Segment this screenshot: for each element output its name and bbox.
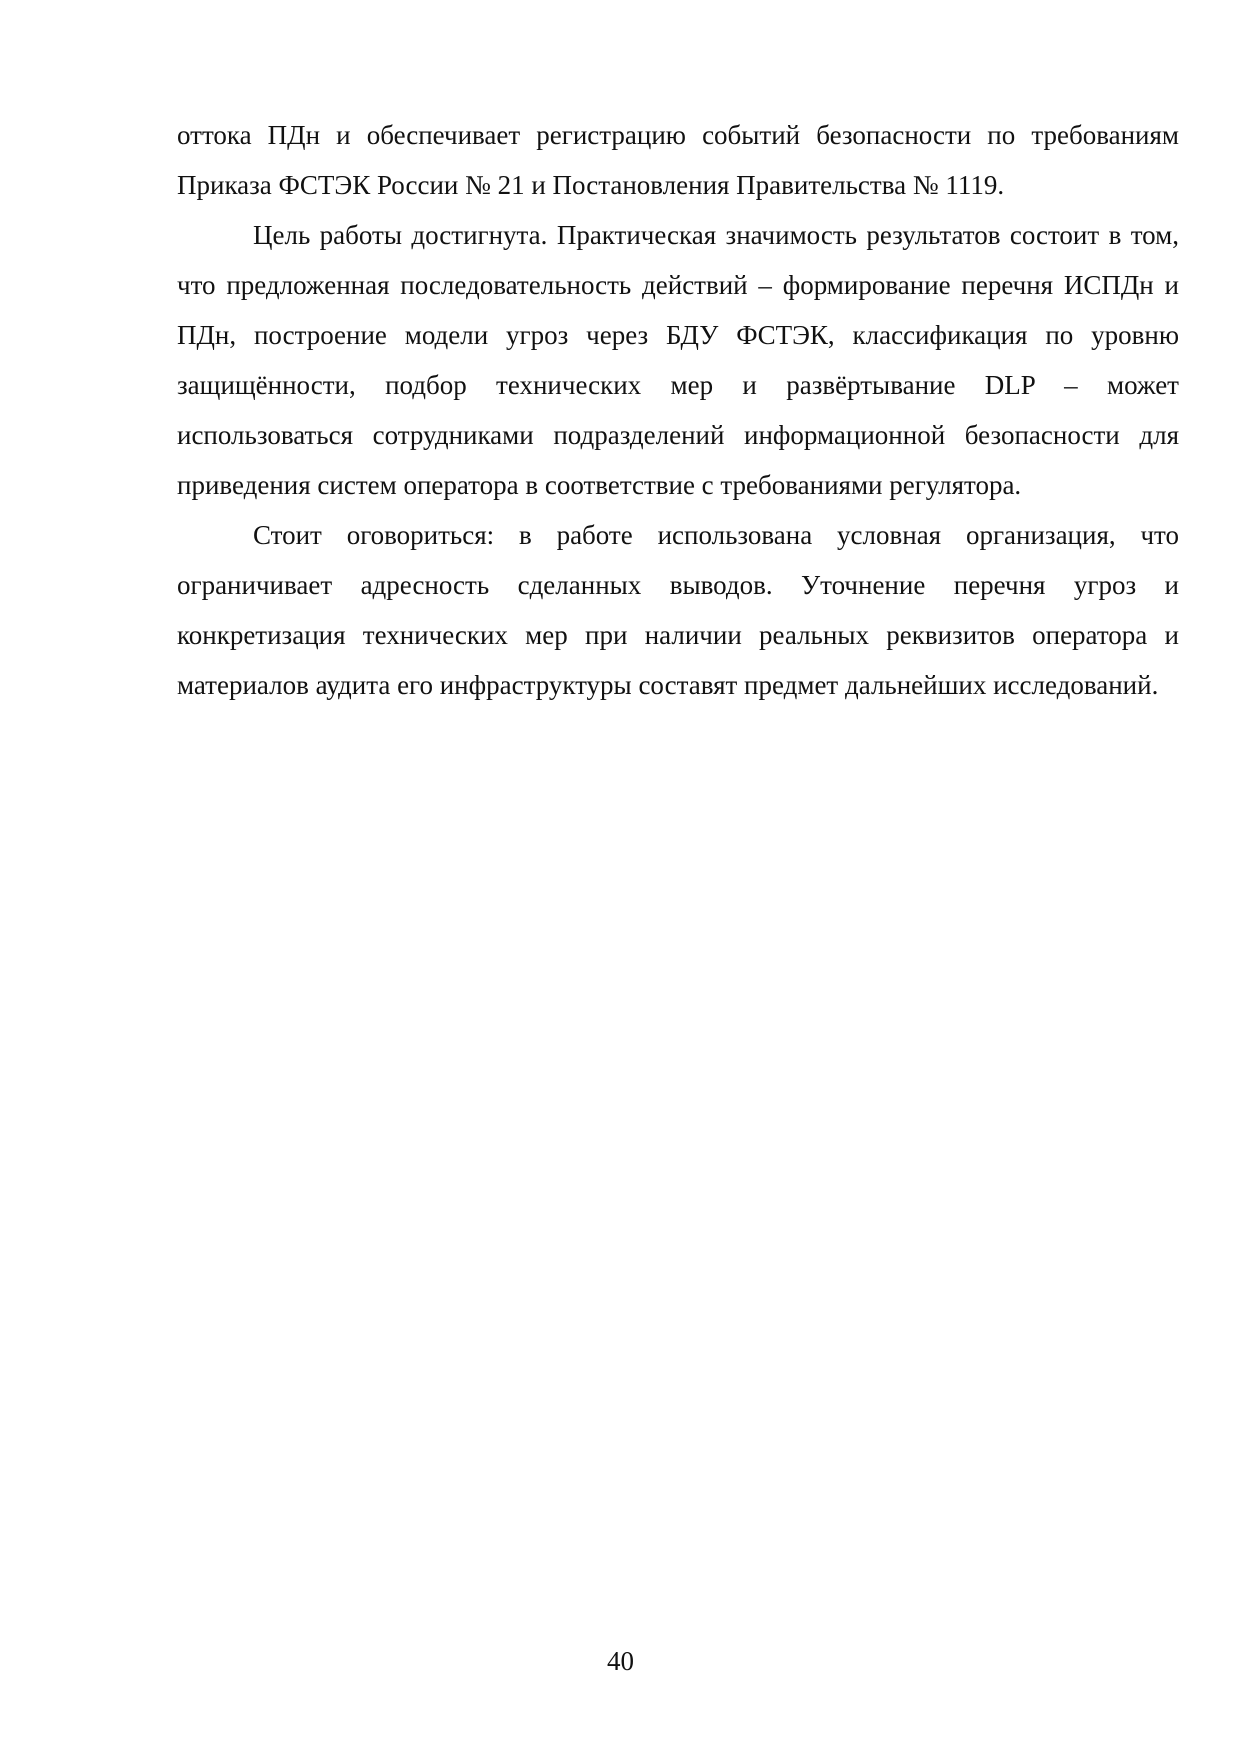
page-number: 40	[607, 1646, 634, 1676]
paragraph-continuation: оттока ПДн и обеспечивает регистрацию событий безопасности по требованиям Приказа ФСТЭК России № 21 и Постановления Правительства № 1119.	[177, 120, 1179, 200]
paragraph-limitations: Стоит оговориться: в работе использована условная организация, что ограничивает адресность сделанных выводов. Уточнение перечня угроз и конкретизация технических мер при наличии реальных реквизитов оператора и материалов аудита его инфраструктуры составят предмет дальнейших исследований.	[177, 520, 1179, 700]
body-text	[177, 110, 1179, 710]
paragraph-goal-achieved: Цель работы достигнута. Практическая значимость результатов состоит в том, что предложенная последовательность действий – формирование перечня ИСПДн и ПДн, построение модели угроз через БДУ ФСТЭК, классификация по уровню защищённости, подбор технических мер и развёртывание DLP – может использоваться сотрудниками подразделений информационной безопасности для приведения систем оператора в соответствие с требованиями регулятора.	[177, 220, 1179, 500]
